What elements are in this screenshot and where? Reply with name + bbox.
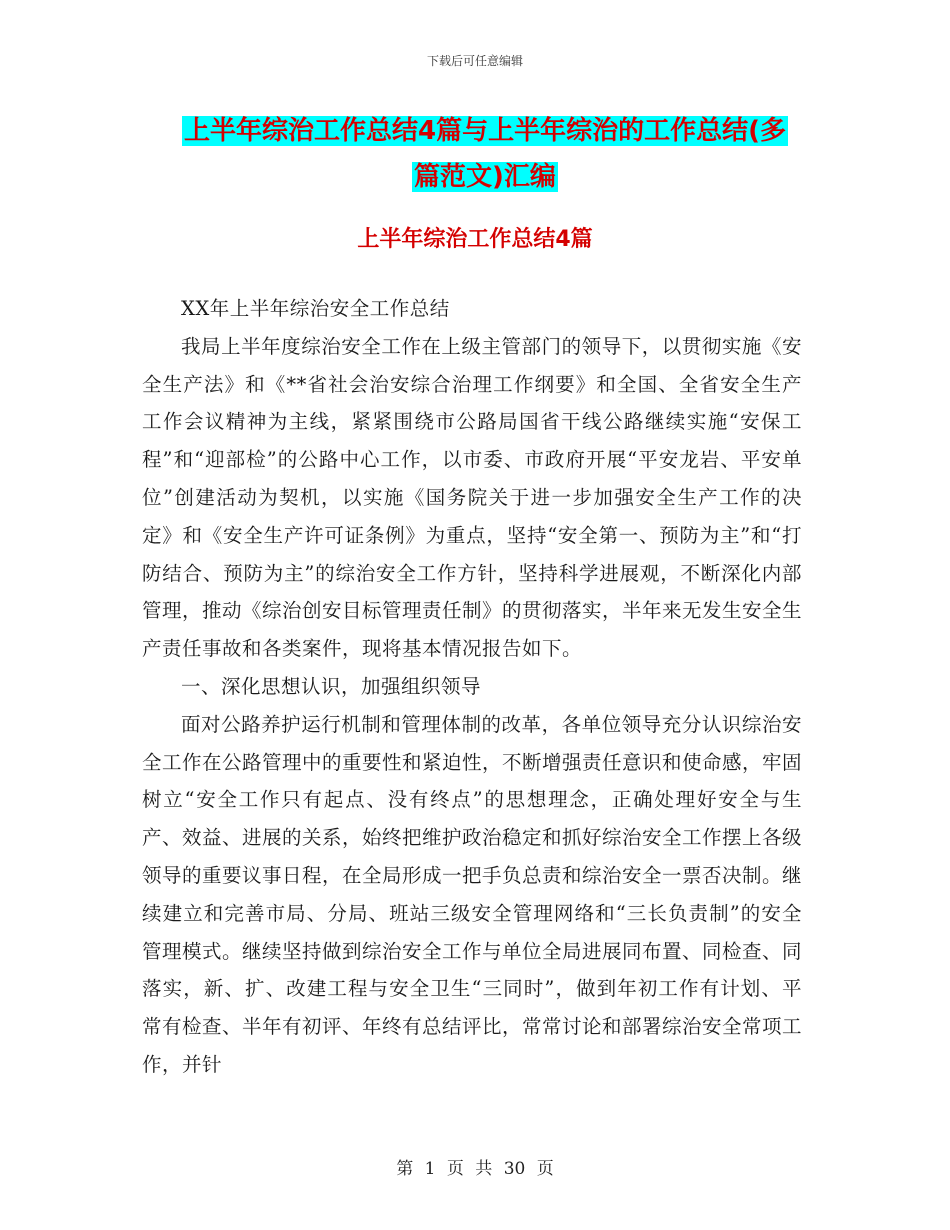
page-header-note: 下载后可任意编辑: [426, 54, 523, 68]
section-title: 上半年综治工作总结4篇: [357, 227, 593, 252]
document-title-line2: 篇范文)汇编: [414, 162, 556, 192]
paragraph: 面对公路养护运行机制和管理体制的改革，各单位领导充分认识综治安全工作在公路管理中的重要性和紧迫性，不断增强责任意识和使命感，牢固树立“安全工作只有起点、没有终点”的思想理念，正确处理好安全与生产、效益、进展的关系，始终把维护政治稳定和抓好综治安全工作摆上各级领导的重要议事日程，在全局形成一把手负总责和综治安全一票否决制。继续建立和完善市局、分局、班站三级安全管理网络和“三长负责制”的安全管理模式。继续坚持做到综治安全工作与单位全局进展同布置、同检查、同落实，新、扩、改建工程与安全卫生“三同时”，做到年初工作有计划、平常有检查、半年有初评、年终有总结评比，常常讨论和部署综治安全常项工作，并针: [142, 712, 803, 1076]
page-number: 第 1 页 共 30 页: [396, 1159, 554, 1179]
document-title-line1: 上半年综治工作总结4篇与上半年综治的工作总结(多: [184, 116, 786, 146]
paragraph: 我局上半年度综治安全工作在上级主管部门的领导下，以贯彻实施《安全生产法》和《**省社会治安综合治理工作纲要》和全国、全省安全生产工作会议精神为主线，紧紧围绕市公路局国省干线公路继续实施“安保工程”和“迎部检”的公路中心工作，以市委、市政府开展“平安龙岩、平安单位”创建活动为契机，以实施《国务院关于进一步加强安全生产工作的决定》和《安全生产许可证条例》为重点，坚持“安全第一、预防为主”和“打防结合、预防为主”的综治安全工作方针，坚持科学进展观，不断深化内部管理，推动《综治创安目标管理责任制》的贯彻落实，半年来无发生安全生产责任事故和各类案件，现将基本情况报告如下。: [142, 334, 803, 661]
paragraph-heading: XX年上半年综治安全工作总结: [181, 297, 450, 320]
document-title: [150, 108, 820, 200]
document-body: [142, 290, 802, 1084]
paragraph-heading: 一、深化思想认识，加强组织领导: [181, 674, 482, 698]
